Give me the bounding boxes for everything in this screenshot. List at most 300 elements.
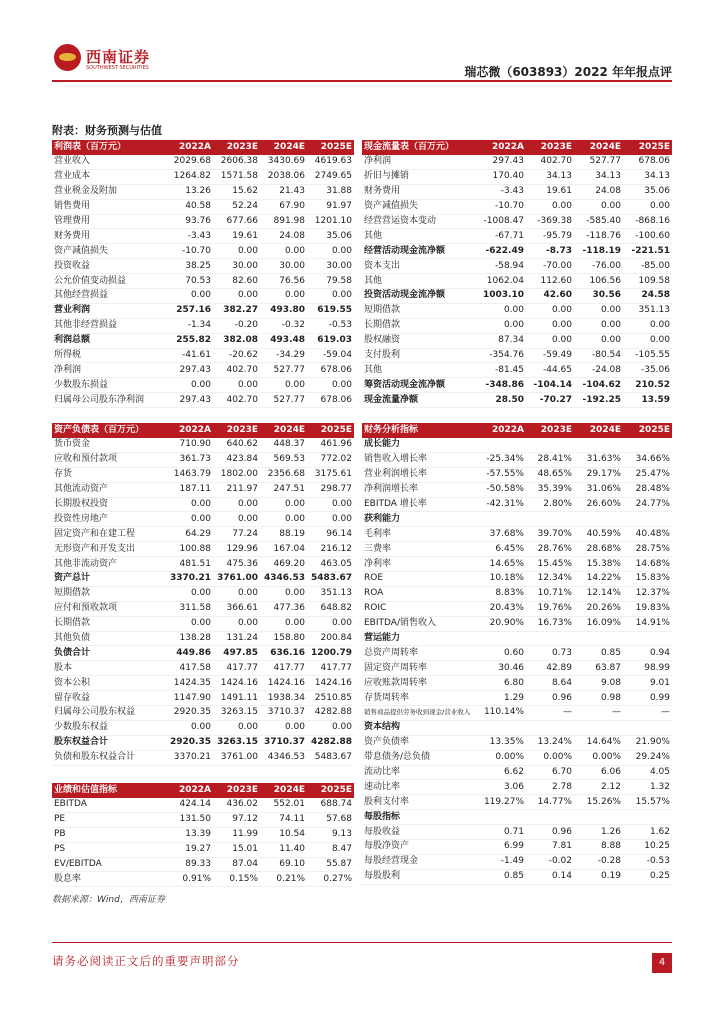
table-row [52, 497, 354, 512]
row-label: 货币资金 [52, 438, 166, 452]
cell-value: 31.63% [574, 452, 623, 467]
cell-value: 77.24 [213, 527, 260, 542]
cell-value: 678.06 [307, 393, 354, 408]
cell-value: 11.99 [213, 827, 260, 842]
cell-value: 0.14 [526, 869, 574, 884]
column-header: 2025E [307, 140, 354, 155]
cell-value: 636.16 [260, 646, 307, 661]
cell-value: 677.66 [213, 214, 260, 229]
table-row [52, 229, 354, 244]
cell-value: -35.06 [623, 363, 672, 378]
cell-value: 448.37 [260, 438, 307, 452]
table-row [52, 798, 354, 812]
cell-value: 24.08 [574, 184, 623, 199]
cell-value [526, 810, 574, 825]
cell-value: -104.62 [574, 378, 623, 393]
row-label: 投资收益 [52, 259, 166, 274]
table-row [362, 795, 672, 810]
cell-value: 0.00 [260, 244, 307, 259]
cell-value: -50.58% [476, 482, 526, 497]
cell-value: 88.19 [260, 527, 307, 542]
cell-value: 158.80 [260, 631, 307, 646]
table-row [52, 184, 354, 199]
table-row [362, 542, 672, 557]
cell-value: -44.65 [526, 363, 574, 378]
cell-value: 0.85 [476, 869, 526, 884]
cell-value: 402.70 [526, 155, 574, 169]
cell-value: 481.51 [166, 557, 213, 572]
row-label: 带息债务/总负债 [362, 750, 476, 765]
cell-value: 247.51 [260, 482, 307, 497]
cell-value: 28.50 [476, 393, 526, 408]
cell-value: 477.36 [260, 601, 307, 616]
cell-value: 29.17% [574, 467, 623, 482]
row-label: 资产负债率 [362, 735, 476, 750]
cell-value: 527.77 [260, 363, 307, 378]
table-row [52, 512, 354, 527]
cell-value: 3710.37 [260, 706, 307, 721]
cell-value: 0.00 [623, 199, 672, 214]
row-label: 资产减值损失 [362, 199, 476, 214]
cell-value: 0.00 [526, 318, 574, 333]
cell-value: -8.73 [526, 244, 574, 259]
column-header: 2025E [623, 140, 672, 155]
row-label: EBITDA [52, 798, 166, 812]
cell-value: 0.00 [260, 497, 307, 512]
table-row [52, 199, 354, 214]
cell-value: 0.00% [476, 750, 526, 765]
cell-value: -0.28 [574, 854, 623, 869]
table-row [362, 586, 672, 601]
cell-value: 361.73 [166, 452, 213, 467]
cell-value: 11.40 [260, 842, 307, 857]
cell-value: 74.11 [260, 812, 307, 827]
cell-value: 710.90 [166, 438, 213, 452]
row-label: 股权融资 [362, 333, 476, 348]
cell-value: 1938.34 [260, 691, 307, 706]
cell-value: 10.54 [260, 827, 307, 842]
table-row [52, 735, 354, 750]
cell-value: -221.51 [623, 244, 672, 259]
row-label: 应收和预付款项 [52, 452, 166, 467]
cell-value: 25.47% [623, 467, 672, 482]
row-label: 投资活动现金流净额 [362, 289, 476, 304]
table-row [52, 616, 354, 631]
row-label: 资本公积 [52, 676, 166, 691]
cell-value: 20.43% [476, 601, 526, 616]
cell-value: 0.00 [213, 616, 260, 631]
cell-value: 424.14 [166, 798, 213, 812]
cell-value: 64.29 [166, 527, 213, 542]
cell-value: 678.06 [307, 363, 354, 378]
table-title: 利润表（百万元） [52, 140, 166, 155]
table-row [362, 810, 672, 825]
cell-value: 0.00 [307, 616, 354, 631]
cell-value: -76.00 [574, 259, 623, 274]
cell-value: -0.02 [526, 854, 574, 869]
column-header: 2024E [574, 140, 623, 155]
cell-value: 14.68% [623, 557, 672, 572]
cell-value: 619.03 [307, 333, 354, 348]
row-label: 折旧与摊销 [362, 169, 476, 184]
row-label: 总资产周转率 [362, 646, 476, 661]
table-row [362, 720, 672, 735]
table-row [52, 750, 354, 765]
column-header: 2024E [260, 140, 307, 155]
table-row [52, 452, 354, 467]
cell-value: 14.65% [476, 557, 526, 572]
cell-value: 13.24% [526, 735, 574, 750]
cell-value: 1571.58 [213, 169, 260, 184]
cell-value: 3710.37 [260, 735, 307, 750]
cell-value [526, 512, 574, 527]
cell-value: 678.06 [623, 155, 672, 169]
cell-value: 8.88 [574, 840, 623, 855]
cell-value: 70.53 [166, 274, 213, 289]
cell-value: 7.81 [526, 840, 574, 855]
table-row [362, 840, 672, 855]
cell-value: 40.59% [574, 527, 623, 542]
cell-value [476, 720, 526, 735]
cell-value: 19.27 [166, 842, 213, 857]
cell-value: 0.00 [623, 333, 672, 348]
cell-value: 461.96 [307, 438, 354, 452]
cell-value: 297.43 [166, 363, 213, 378]
cell-value: -41.61 [166, 348, 213, 363]
cell-value: -58.94 [476, 259, 526, 274]
cell-value: -20.62 [213, 348, 260, 363]
cell-value: 0.00 [213, 512, 260, 527]
cell-value: 42.89 [526, 661, 574, 676]
cell-value: 6.99 [476, 840, 526, 855]
cell-value: 0.25 [623, 869, 672, 884]
row-label: 短期借款 [362, 303, 476, 318]
cell-value: 19.61 [213, 229, 260, 244]
cell-value: 0.00 [260, 720, 307, 735]
cell-value: 463.05 [307, 557, 354, 572]
cell-value: 0.00 [574, 318, 623, 333]
row-label: 长期借款 [52, 616, 166, 631]
cell-value: 82.60 [213, 274, 260, 289]
table-row [52, 812, 354, 827]
cell-value: 0.94 [623, 646, 672, 661]
table-row [362, 527, 672, 542]
cell-value: 382.27 [213, 303, 260, 318]
cell-value: -10.70 [476, 199, 526, 214]
row-label: 资产总计 [52, 572, 166, 587]
cell-value: 10.25 [623, 840, 672, 855]
cell-value: 37.68% [476, 527, 526, 542]
cell-value: 527.77 [574, 155, 623, 169]
cell-value: 0.00% [526, 750, 574, 765]
cell-value: -104.14 [526, 378, 574, 393]
table-row [52, 572, 354, 587]
table-row [362, 214, 672, 229]
cell-value: -95.79 [526, 229, 574, 244]
cell-value: 40.48% [623, 527, 672, 542]
row-label: 每股收益 [362, 825, 476, 840]
row-label: 毛利率 [362, 527, 476, 542]
cell-value: 2920.35 [166, 706, 213, 721]
table-row [362, 438, 672, 452]
table-row [52, 155, 354, 169]
cell-value: 20.26% [574, 601, 623, 616]
row-label: 留存收益 [52, 691, 166, 706]
table-row [362, 869, 672, 884]
income-statement-table [52, 140, 354, 408]
row-label: 净利润 [52, 363, 166, 378]
cell-value: -57.55% [476, 467, 526, 482]
cell-value: 112.60 [526, 274, 574, 289]
cell-value: 76.56 [260, 274, 307, 289]
cell-value: 2356.68 [260, 467, 307, 482]
cell-value: 131.50 [166, 812, 213, 827]
table-row [362, 244, 672, 259]
cell-value: 28.68% [574, 542, 623, 557]
column-header: 2025E [623, 423, 672, 438]
table-row [362, 452, 672, 467]
cell-value: 9.08 [574, 676, 623, 691]
balance-sheet-table [52, 423, 354, 766]
cell-value [476, 810, 526, 825]
column-header: 2025E [307, 423, 354, 438]
cell-value: 1491.11 [213, 691, 260, 706]
header-divider [52, 80, 672, 82]
row-label: 三费率 [362, 542, 476, 557]
cell-value [526, 720, 574, 735]
cell-value: 1424.16 [307, 676, 354, 691]
cell-value: — [574, 706, 623, 721]
table-row [362, 497, 672, 512]
cell-value: 24.77% [623, 497, 672, 512]
cell-value: 5483.67 [307, 572, 354, 587]
cell-value: 3761.00 [213, 572, 260, 587]
cell-value: 0.00 [260, 378, 307, 393]
row-label: 其他 [362, 274, 476, 289]
cell-value: 298.77 [307, 482, 354, 497]
cell-value: 0.00 [260, 586, 307, 601]
column-header: 2023E [213, 783, 260, 798]
table-row [52, 857, 354, 872]
table-row [362, 303, 672, 318]
cell-value [623, 810, 672, 825]
row-label: 销售商品提供劳务收到现金/营业收入 [362, 706, 476, 721]
cell-value: 1802.00 [213, 467, 260, 482]
cell-value: 16.09% [574, 616, 623, 631]
cell-value: 0.00 [213, 378, 260, 393]
row-label: 经营活动现金流净额 [362, 244, 476, 259]
row-label: 负债合计 [52, 646, 166, 661]
row-label: 少数股东损益 [52, 378, 166, 393]
cell-value: 4.05 [623, 765, 672, 780]
cell-value: 15.57% [623, 795, 672, 810]
table-row [52, 333, 354, 348]
cell-value: 0.00 [166, 512, 213, 527]
cell-value: 87.04 [213, 857, 260, 872]
cell-value [526, 631, 574, 646]
table-row [362, 155, 672, 169]
cell-value: 57.68 [307, 812, 354, 827]
table-row [362, 348, 672, 363]
row-label: 每股股利 [362, 869, 476, 884]
cell-value: 63.87 [574, 661, 623, 676]
table-row [362, 706, 672, 721]
cell-value: 1.32 [623, 780, 672, 795]
cell-value: 98.99 [623, 661, 672, 676]
row-label: 应收账款周转率 [362, 676, 476, 691]
cell-value: 0.00 [260, 289, 307, 304]
cell-value: 0.98 [574, 691, 623, 706]
cell-value: 0.00 [526, 199, 574, 214]
cell-value: 216.12 [307, 542, 354, 557]
cell-value: 0.00 [526, 303, 574, 318]
cell-value: 3761.00 [213, 750, 260, 765]
cell-value: 0.00 [166, 378, 213, 393]
cell-value: 109.58 [623, 274, 672, 289]
column-header: 2024E [260, 423, 307, 438]
cell-value: 351.13 [307, 586, 354, 601]
row-label: EV/EBITDA [52, 857, 166, 872]
cell-value: 100.88 [166, 542, 213, 557]
cell-value: 0.00 [307, 512, 354, 527]
row-label: 净利率 [362, 557, 476, 572]
cell-value: -105.55 [623, 348, 672, 363]
cell-value: 14.64% [574, 735, 623, 750]
cell-value: 0.00 [260, 616, 307, 631]
table-title: 现金流量表（百万元） [362, 140, 476, 155]
column-header: 2022A [166, 783, 213, 798]
cell-value: 0.21% [260, 872, 307, 887]
cell-value: 31.88 [307, 184, 354, 199]
cell-value: 4282.88 [307, 735, 354, 750]
cell-value: 79.58 [307, 274, 354, 289]
cell-value: 13.59 [623, 393, 672, 408]
cell-value: 15.62 [213, 184, 260, 199]
cell-value: 0.00 [307, 378, 354, 393]
table-row [362, 229, 672, 244]
cell-value: -0.20 [213, 318, 260, 333]
cell-value: 6.70 [526, 765, 574, 780]
row-label: EBITDA/销售收入 [362, 616, 476, 631]
table-row [52, 289, 354, 304]
cell-value: 449.86 [166, 646, 213, 661]
cell-value: 0.00 [213, 289, 260, 304]
row-label: 其他流动资产 [52, 482, 166, 497]
cell-value: 0.00 [526, 333, 574, 348]
cell-value: 2029.68 [166, 155, 213, 169]
cell-value: 3263.15 [213, 706, 260, 721]
cell-value: 19.83% [623, 601, 672, 616]
cell-value: — [623, 706, 672, 721]
cash-flow-table [362, 140, 672, 408]
cell-value [623, 512, 672, 527]
cell-value: 6.06 [574, 765, 623, 780]
cell-value: 402.70 [213, 393, 260, 408]
cell-value: 648.82 [307, 601, 354, 616]
row-label: 资本结构 [362, 720, 476, 735]
cell-value: 30.00 [260, 259, 307, 274]
row-label: 流动比率 [362, 765, 476, 780]
cell-value: 0.00 [213, 244, 260, 259]
cell-value: 40.58 [166, 199, 213, 214]
row-label: 固定资产周转率 [362, 661, 476, 676]
cell-value: 28.76% [526, 542, 574, 557]
table-row [52, 438, 354, 452]
table-row [52, 676, 354, 691]
cell-value: 30.00 [307, 259, 354, 274]
cell-value: 0.00 [213, 720, 260, 735]
cell-value: 417.77 [213, 661, 260, 676]
table-row [362, 661, 672, 676]
table-row [362, 780, 672, 795]
cell-value [476, 631, 526, 646]
cell-value: 417.77 [307, 661, 354, 676]
row-label: PS [52, 842, 166, 857]
table-row [362, 676, 672, 691]
cell-value: -100.60 [623, 229, 672, 244]
cell-value: 0.00 [213, 586, 260, 601]
cell-value: 48.65% [526, 467, 574, 482]
cell-value: -622.49 [476, 244, 526, 259]
cell-value: 131.24 [213, 631, 260, 646]
table-row [362, 199, 672, 214]
footer-divider [52, 942, 672, 943]
row-label: 股东权益合计 [52, 735, 166, 750]
table-header-row [362, 140, 672, 155]
cell-value: 0.96 [526, 825, 574, 840]
cell-value: 34.66% [623, 452, 672, 467]
table-row [362, 512, 672, 527]
cell-value: 13.39 [166, 827, 213, 842]
cell-value: 19.61 [526, 184, 574, 199]
cell-value: 42.60 [526, 289, 574, 304]
cell-value: 4282.88 [307, 706, 354, 721]
column-header: 2022A [476, 423, 526, 438]
cell-value [476, 438, 526, 452]
cell-value: 3.06 [476, 780, 526, 795]
cell-value: 0.00 [476, 318, 526, 333]
cell-value: 552.01 [260, 798, 307, 812]
cell-value: 15.45% [526, 557, 574, 572]
cell-value: 0.00 [307, 497, 354, 512]
row-label: 长期借款 [362, 318, 476, 333]
table-row [52, 601, 354, 616]
cell-value: 497.85 [213, 646, 260, 661]
cell-value: 30.00 [213, 259, 260, 274]
table-row [52, 691, 354, 706]
cell-value: -0.32 [260, 318, 307, 333]
cell-value: 93.76 [166, 214, 213, 229]
cell-value: 4346.53 [260, 572, 307, 587]
cell-value: 2.12 [574, 780, 623, 795]
cell-value: 0.00 [166, 616, 213, 631]
row-label: PE [52, 812, 166, 827]
column-header: 2024E [574, 423, 623, 438]
cell-value: 10.18% [476, 572, 526, 587]
cell-value: 382.08 [213, 333, 260, 348]
cell-value: 0.00 [260, 512, 307, 527]
table-row [52, 363, 354, 378]
cell-value: 1463.79 [166, 467, 213, 482]
row-label: 利润总额 [52, 333, 166, 348]
footer-disclaimer: 请务必阅读正文后的重要声明部分 [52, 954, 240, 968]
table-row [52, 274, 354, 289]
company-logo [54, 44, 151, 74]
cell-value: 1264.82 [166, 169, 213, 184]
cell-value: 619.55 [307, 303, 354, 318]
data-source-note: 数据来源：Wind，西南证券 [52, 895, 165, 905]
cell-value: 211.97 [213, 482, 260, 497]
